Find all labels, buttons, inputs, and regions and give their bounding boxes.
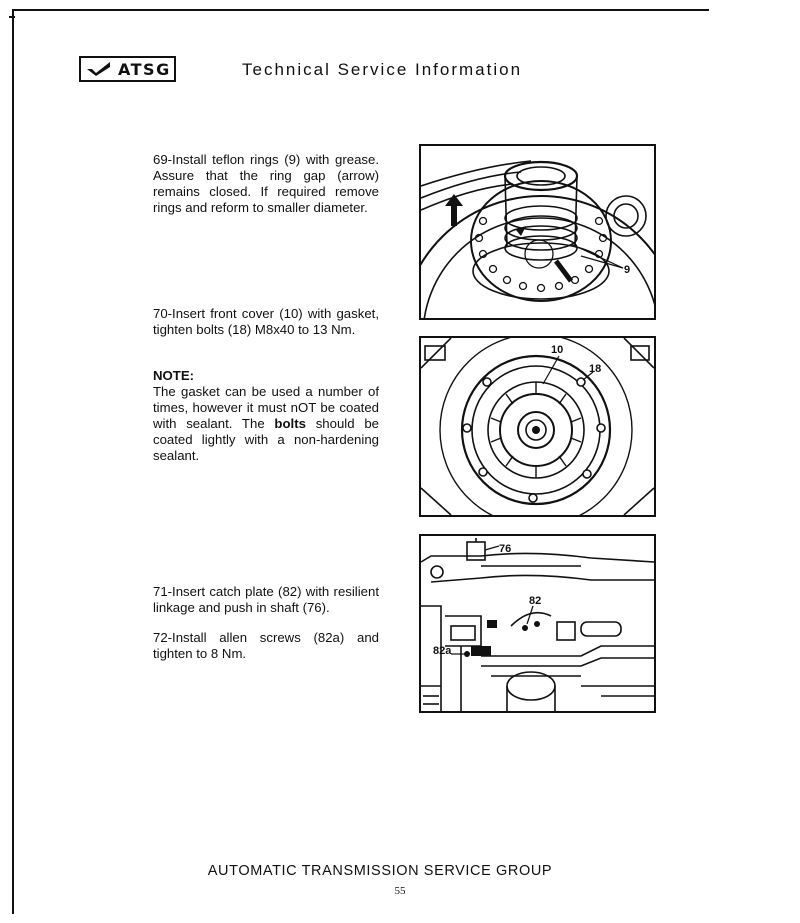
catch-plate-illustration — [421, 536, 654, 711]
step-72-text: 72-Install allen screws (82a) and tighten to 8 Nm. — [153, 630, 379, 661]
note-text-bold: bolts — [274, 416, 306, 431]
page-top-border — [12, 9, 709, 11]
figure-teflon-rings — [419, 144, 656, 320]
corner-tick — [9, 16, 15, 18]
note-block — [153, 368, 379, 464]
page-left-border — [12, 9, 14, 914]
figure-front-cover — [419, 336, 656, 517]
callout-18: 18 — [589, 363, 602, 375]
callout-9: 9 — [624, 264, 631, 276]
page-number: 55 — [394, 885, 406, 897]
step-71-text: 71-Insert catch plate (82) with resilient linkage and push in shaft (76). — [153, 584, 379, 615]
teflon-rings-illustration — [421, 146, 654, 318]
front-cover-illustration — [421, 338, 654, 515]
callout-82a: 82a — [433, 645, 452, 657]
footer-organization: AUTOMATIC TRANSMISSION SERVICE GROUP — [207, 863, 553, 879]
note-heading: NOTE: — [153, 368, 195, 383]
page-header-title: Technical Service Information — [242, 60, 523, 79]
checkmark-logo-icon — [86, 61, 112, 77]
step-69-text: 69-Install teflon rings (9) with grease. Assure that the ring gap (arrow) remains closed. If required remove rings and reform to smaller diameter. — [153, 152, 379, 215]
atsg-logo — [79, 56, 176, 82]
note-text-1: The gasket can be used a number of times, however it must nOT be coated with sealant. The — [153, 384, 379, 431]
callout-10: 10 — [551, 344, 564, 356]
callout-76: 76 — [499, 543, 512, 555]
logo-text: ATSG — [118, 59, 171, 79]
note-body — [153, 384, 379, 464]
step-70-text: 70-Insert front cover (10) with gasket, tighten bolts (18) M8x40 to 13 Nm. — [153, 306, 379, 337]
figure-catch-plate — [419, 534, 656, 713]
note-text-2: should be coated lightly with a non-hardening sealant. — [153, 416, 379, 463]
callout-82: 82 — [529, 595, 542, 607]
